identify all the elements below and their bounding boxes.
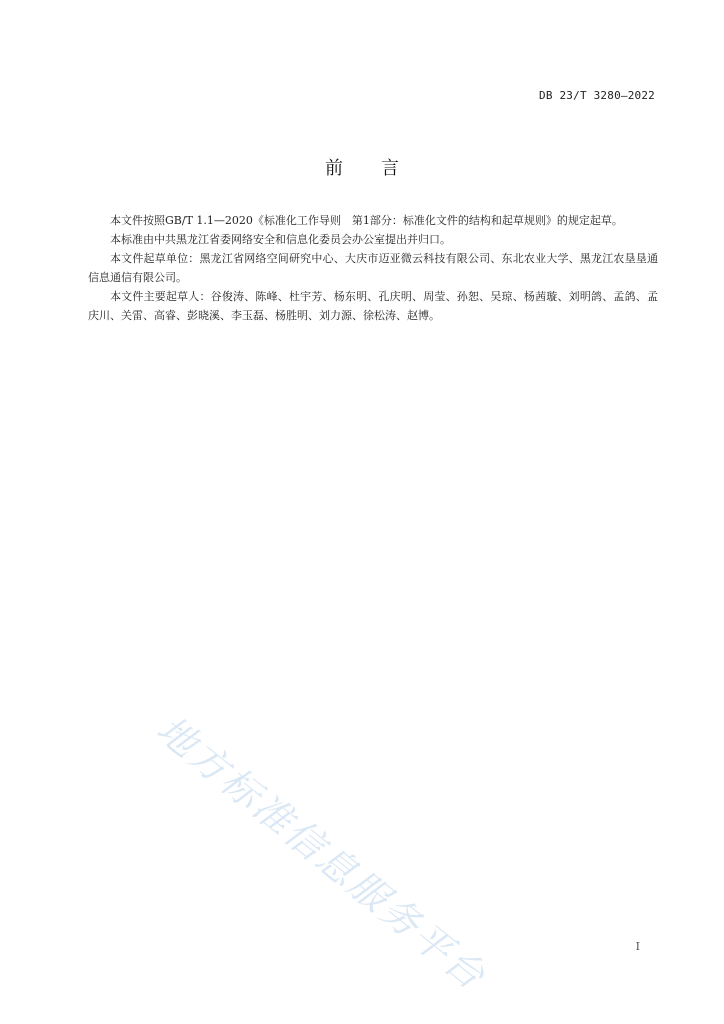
page-title: 前言: [325, 158, 437, 179]
watermark: 地方标准信息服务平台: [148, 706, 495, 1000]
foreword-paragraph-drafting-rules: 本文件按照GB/T 1.1—2020《标准化工作导则 第1部分：标准化文件的结构和起草规则》的规定起草。: [110, 214, 623, 227]
foreword-paragraph-drafters: 本文件主要起草人：谷俊涛、陈峰、杜宇芳、杨东明、孔庆明、周莹、孙恕、吴琼、杨茜璇、刘明鸽、孟鸽、孟庆川、关雷、高睿、彭晓溪、李玉磊、杨胜明、刘力源、徐松涛、赵博。: [88, 290, 658, 322]
foreword-paragraph-drafting-units: 本文件起草单位：黑龙江省网络空间研究中心、大庆市迈亚微云科技有限公司、东北农业大学、黑龙江农垦垦通信息通信有限公司。: [88, 252, 658, 284]
foreword-body: [88, 211, 658, 325]
page-number: I: [635, 940, 640, 953]
foreword-paragraph-proposer: 本标准由中共黑龙江省委网络安全和信息化委员会办公室提出并归口。: [110, 233, 451, 246]
document-code: DB 23/T 3280—2022: [539, 89, 655, 102]
